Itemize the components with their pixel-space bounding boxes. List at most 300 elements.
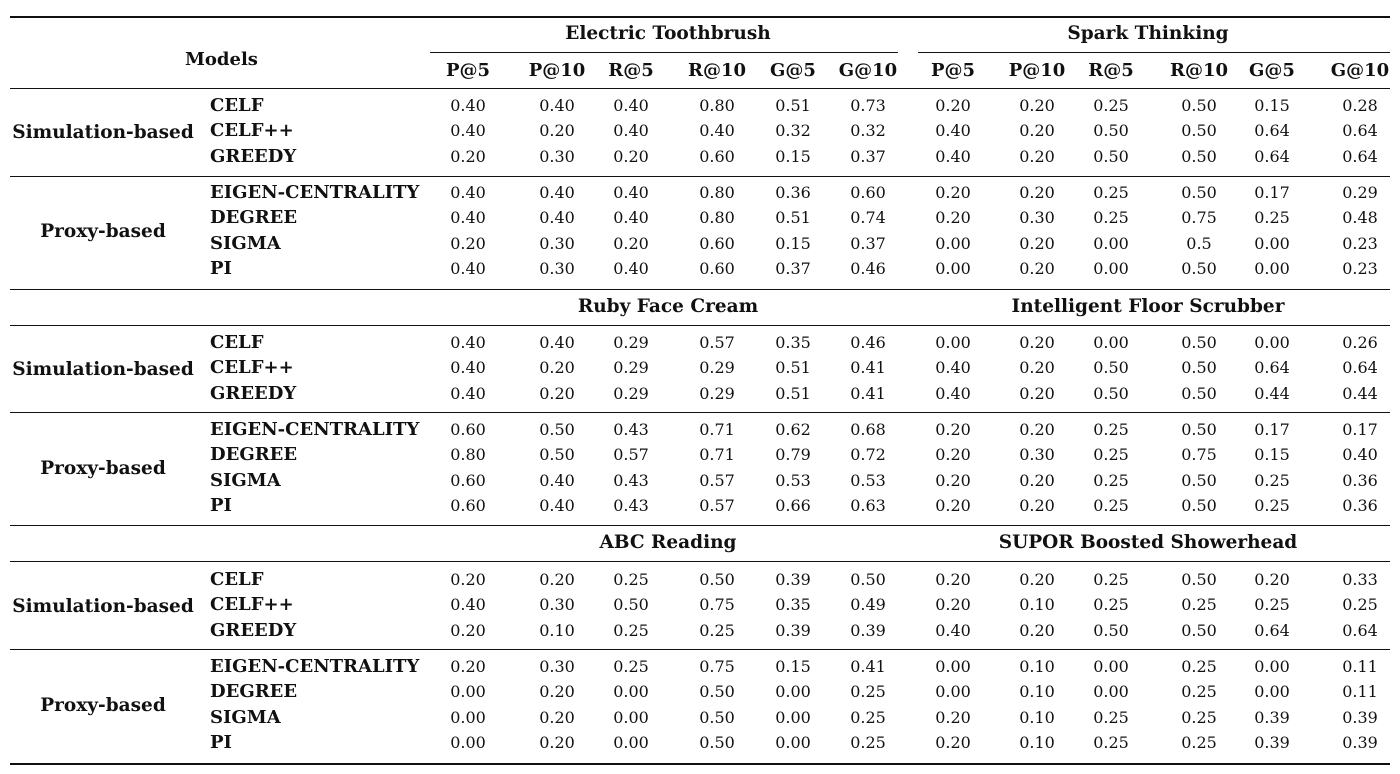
metric-value: 0.57 <box>699 495 735 515</box>
metric-value: 0.28 <box>1342 96 1378 115</box>
metric-value: 0.50 <box>1093 146 1129 166</box>
metric-value: 0.20 <box>1019 570 1055 589</box>
metric-value: 0.50 <box>1181 121 1217 141</box>
metric-value: 0.40 <box>450 333 486 352</box>
metric-value: 0.40 <box>613 258 649 278</box>
metric-value: 0.50 <box>1093 358 1129 378</box>
product-title: Spark Thinking <box>1067 23 1229 44</box>
metric-value: 0.20 <box>1019 96 1055 115</box>
metric-header: R@10 <box>1169 60 1229 81</box>
metric-value: 0.40 <box>450 595 486 615</box>
metric-value: 0.23 <box>1342 233 1378 253</box>
product-title: Ruby Face Cream <box>577 296 759 317</box>
metric-value: 0.50 <box>699 682 735 702</box>
metric-value: 0.25 <box>1093 208 1129 228</box>
metric-value: 0.00 <box>935 333 971 352</box>
metric-header: G@10 <box>838 60 898 81</box>
metric-value: 0.39 <box>1254 707 1290 727</box>
metric-value: 0.20 <box>450 620 486 640</box>
metric-value: 0.25 <box>1342 595 1378 615</box>
metric-value: 0.50 <box>539 420 575 439</box>
metric-value: 0.20 <box>935 208 971 228</box>
metric-value: 0.20 <box>450 146 486 166</box>
metric-value: 0.50 <box>699 707 735 727</box>
metric-value: 0.60 <box>699 258 735 278</box>
metric-value: 0.20 <box>935 420 971 439</box>
metric-value: 0.00 <box>775 732 811 752</box>
metric-value: 0.11 <box>1342 682 1378 702</box>
metric-value: 0.60 <box>450 495 486 515</box>
metric-value: 0.50 <box>1181 570 1217 589</box>
metric-value: 0.25 <box>1093 595 1129 615</box>
metric-value: 0.50 <box>1181 96 1217 115</box>
metric-value: 0.20 <box>1019 620 1055 640</box>
metric-value: 0.20 <box>1019 495 1055 515</box>
metric-value: 0.00 <box>613 707 649 727</box>
metric-value: 0.29 <box>613 333 649 352</box>
metric-value: 0.20 <box>539 707 575 727</box>
metric-value: 0.50 <box>1181 146 1217 166</box>
metric-value: 0.60 <box>699 146 735 166</box>
metric-value: 0.20 <box>450 657 486 676</box>
metric-value: 0.50 <box>850 570 886 589</box>
metric-value: 0.50 <box>699 570 735 589</box>
metric-value: 0.41 <box>850 657 886 676</box>
metric-header: G@5 <box>770 60 816 81</box>
metric-value: 0.00 <box>1254 258 1290 278</box>
metric-value: 0.50 <box>1181 333 1217 352</box>
metric-value: 0.10 <box>1019 682 1055 702</box>
metric-value: 0.64 <box>1342 146 1378 166</box>
metric-value: 0.20 <box>935 495 971 515</box>
metric-value: 0.40 <box>450 121 486 141</box>
model-name: GREEDY <box>210 619 297 641</box>
metric-value: 0.33 <box>1342 570 1378 589</box>
group-label: Proxy-based <box>40 694 166 716</box>
model-name: SIGMA <box>210 232 281 254</box>
group-label: Proxy-based <box>40 220 166 242</box>
metric-value: 0.00 <box>1093 333 1129 352</box>
metric-value: 0.20 <box>1254 570 1290 589</box>
model-name: EIGEN-CENTRALITY <box>210 182 420 203</box>
metric-header: R@5 <box>608 60 654 81</box>
metric-value: 0.25 <box>1093 183 1129 202</box>
metric-value: 0.20 <box>935 445 971 465</box>
model-name: SIGMA <box>210 469 281 491</box>
metric-value: 0.15 <box>1254 96 1290 115</box>
metric-value: 0.79 <box>775 445 811 465</box>
metric-value: 0.40 <box>935 146 971 166</box>
metric-value: 0.32 <box>850 121 886 141</box>
metric-value: 0.57 <box>613 445 649 465</box>
metric-value: 0.20 <box>539 570 575 589</box>
metric-value: 0.20 <box>1019 383 1055 403</box>
metric-value: 0.00 <box>775 707 811 727</box>
metric-value: 0.20 <box>1019 470 1055 490</box>
cmidrule-right <box>918 52 1390 53</box>
metric-value: 0.00 <box>935 258 971 278</box>
model-name: CELF++ <box>210 357 294 379</box>
model-name: PI <box>210 731 232 753</box>
metric-value: 0.20 <box>539 682 575 702</box>
metric-value: 0.25 <box>1254 470 1290 490</box>
metric-value: 0.39 <box>1254 732 1290 752</box>
metric-value: 0.43 <box>613 495 649 515</box>
metric-value: 0.46 <box>850 333 886 352</box>
metric-value: 0.51 <box>775 358 811 378</box>
metric-value: 0.40 <box>935 358 971 378</box>
metric-value: 0.50 <box>1181 258 1217 278</box>
metric-value: 0.57 <box>699 333 735 352</box>
metric-value: 0.29 <box>613 383 649 403</box>
metric-value: 0.00 <box>450 707 486 727</box>
metric-value: 0.80 <box>699 96 735 115</box>
metric-value: 0.40 <box>450 183 486 202</box>
metric-value: 0.00 <box>775 682 811 702</box>
metric-value: 0.17 <box>1342 420 1378 439</box>
metric-value: 0.25 <box>613 657 649 676</box>
metric-value: 0.43 <box>613 470 649 490</box>
model-name: GREEDY <box>210 145 297 167</box>
metric-value: 0.30 <box>539 233 575 253</box>
metric-value: 0.50 <box>1181 183 1217 202</box>
metric-value: 0.29 <box>699 358 735 378</box>
metric-value: 0.48 <box>1342 208 1378 228</box>
metric-value: 0.20 <box>450 233 486 253</box>
metric-value: 0.66 <box>775 495 811 515</box>
product-title: Intelligent Floor Scrubber <box>1011 296 1285 317</box>
metric-value: 0.25 <box>850 732 886 752</box>
metric-value: 0.60 <box>450 470 486 490</box>
metric-value: 0.50 <box>1181 358 1217 378</box>
block-subrule <box>10 561 1390 562</box>
group-rule <box>10 412 1390 413</box>
metric-value: 0.75 <box>1181 208 1217 228</box>
block-subrule <box>10 325 1390 326</box>
metric-header: P@10 <box>528 60 586 81</box>
metric-value: 0.40 <box>613 121 649 141</box>
metric-value: 0.00 <box>1254 233 1290 253</box>
metric-value: 0.25 <box>1254 495 1290 515</box>
model-name: CELF <box>210 569 264 590</box>
model-name: CELF <box>210 95 264 116</box>
metric-value: 0.39 <box>850 620 886 640</box>
metric-header: G@5 <box>1249 60 1295 81</box>
product-title: Electric Toothbrush <box>565 23 771 44</box>
metric-value: 0.25 <box>1093 96 1129 115</box>
metric-value: 0.68 <box>850 420 886 439</box>
metric-value: 0.20 <box>1019 333 1055 352</box>
metric-value: 0.40 <box>539 183 575 202</box>
group-label: Simulation-based <box>12 122 194 144</box>
metric-value: 0.57 <box>699 470 735 490</box>
metric-value: 0.11 <box>1342 657 1378 676</box>
metric-value: 0.50 <box>539 445 575 465</box>
model-name: CELF++ <box>210 120 294 142</box>
metric-value: 0.36 <box>1342 495 1378 515</box>
metric-value: 0.40 <box>699 121 735 141</box>
metric-value: 0.25 <box>1093 732 1129 752</box>
metric-value: 0.40 <box>450 208 486 228</box>
metric-value: 0.50 <box>1093 121 1129 141</box>
metric-value: 0.50 <box>1181 420 1217 439</box>
metric-value: 0.20 <box>1019 183 1055 202</box>
metric-value: 0.30 <box>539 146 575 166</box>
metric-value: 0.63 <box>850 495 886 515</box>
metric-value: 0.30 <box>539 657 575 676</box>
metric-value: 0.39 <box>1342 707 1378 727</box>
group-rule <box>10 289 1390 290</box>
model-name: GREEDY <box>210 382 297 404</box>
metric-value: 0.25 <box>1181 595 1217 615</box>
metric-value: 0.53 <box>775 470 811 490</box>
metric-value: 0.25 <box>1093 707 1129 727</box>
metric-value: 0.36 <box>1342 470 1378 490</box>
metric-value: 0.00 <box>613 732 649 752</box>
product-title: SUPOR Boosted Showerhead <box>998 532 1298 553</box>
metric-value: 0.73 <box>850 96 886 115</box>
metric-value: 0.50 <box>699 732 735 752</box>
metric-value: 0.25 <box>850 682 886 702</box>
group-label: Simulation-based <box>12 359 194 381</box>
metric-header: P@5 <box>445 60 491 81</box>
metric-value: 0.26 <box>1342 333 1378 352</box>
metric-value: 0.43 <box>613 420 649 439</box>
metric-value: 0.00 <box>450 682 486 702</box>
metric-value: 0.00 <box>935 682 971 702</box>
metric-value: 0.29 <box>699 383 735 403</box>
model-name: CELF++ <box>210 594 294 616</box>
metric-value: 0.40 <box>539 208 575 228</box>
metric-value: 0.29 <box>613 358 649 378</box>
header-rule <box>10 88 1390 89</box>
metric-value: 0.40 <box>613 183 649 202</box>
metric-value: 0.20 <box>1019 258 1055 278</box>
metric-value: 0.00 <box>1093 233 1129 253</box>
metric-value: 0.00 <box>450 732 486 752</box>
metric-value: 0.37 <box>850 233 886 253</box>
metric-value: 0.46 <box>850 258 886 278</box>
metric-header: P@5 <box>930 60 976 81</box>
metric-value: 0.25 <box>699 620 735 640</box>
model-name: EIGEN-CENTRALITY <box>210 656 420 677</box>
metric-value: 0.25 <box>1181 732 1217 752</box>
metric-value: 0.25 <box>1093 445 1129 465</box>
group-rule <box>10 525 1390 526</box>
metric-value: 0.00 <box>613 682 649 702</box>
metric-value: 0.80 <box>450 445 486 465</box>
metric-value: 0.20 <box>1019 358 1055 378</box>
metric-value: 0.15 <box>775 233 811 253</box>
metric-value: 0.40 <box>539 470 575 490</box>
metric-value: 0.51 <box>775 208 811 228</box>
metric-header: P@10 <box>1008 60 1066 81</box>
metric-value: 0.40 <box>539 333 575 352</box>
metric-value: 0.00 <box>935 233 971 253</box>
model-name: PI <box>210 257 232 279</box>
metric-value: 0.40 <box>450 383 486 403</box>
metric-value: 0.20 <box>613 233 649 253</box>
metric-value: 0.51 <box>775 383 811 403</box>
metric-value: 0.64 <box>1342 358 1378 378</box>
metric-value: 0.39 <box>775 570 811 589</box>
metric-value: 0.40 <box>935 620 971 640</box>
metric-value: 0.50 <box>1093 383 1129 403</box>
metric-value: 0.75 <box>1181 445 1217 465</box>
metric-header: R@10 <box>687 60 747 81</box>
metric-value: 0.64 <box>1342 620 1378 640</box>
metric-value: 0.25 <box>1093 495 1129 515</box>
metric-value: 0.15 <box>775 146 811 166</box>
metric-value: 0.80 <box>699 183 735 202</box>
product-title: ABC Reading <box>599 532 737 553</box>
model-name: CELF <box>210 332 264 353</box>
metric-value: 0.25 <box>1254 595 1290 615</box>
metric-value: 0.29 <box>1342 183 1378 202</box>
metric-value: 0.41 <box>850 358 886 378</box>
metric-value: 0.35 <box>775 333 811 352</box>
metric-value: 0.25 <box>1093 570 1129 589</box>
metric-value: 0.71 <box>699 445 735 465</box>
metric-value: 0.20 <box>935 183 971 202</box>
model-name: EIGEN-CENTRALITY <box>210 419 420 440</box>
metric-value: 0.00 <box>1254 657 1290 676</box>
metric-value: 0.50 <box>1181 495 1217 515</box>
metric-value: 0.10 <box>1019 595 1055 615</box>
metric-value: 0.40 <box>450 258 486 278</box>
cmidrule-left <box>430 52 898 53</box>
metric-value: 0.25 <box>1181 682 1217 702</box>
model-name: DEGREE <box>210 444 298 466</box>
metric-value: 0.51 <box>775 96 811 115</box>
metric-value: 0.00 <box>1093 258 1129 278</box>
model-name: DEGREE <box>210 207 298 229</box>
metric-value: 0.00 <box>1254 682 1290 702</box>
metric-value: 0.25 <box>1093 470 1129 490</box>
metric-value: 0.64 <box>1342 121 1378 141</box>
metric-value: 0.50 <box>1181 620 1217 640</box>
metric-value: 0.50 <box>613 595 649 615</box>
metric-value: 0.23 <box>1342 258 1378 278</box>
metric-value: 0.60 <box>450 420 486 439</box>
metric-value: 0.20 <box>935 570 971 589</box>
metric-value: 0.40 <box>450 358 486 378</box>
metric-value: 0.44 <box>1342 383 1378 403</box>
metric-value: 0.10 <box>539 620 575 640</box>
group-label: Simulation-based <box>12 596 194 618</box>
metric-header: R@5 <box>1088 60 1134 81</box>
metric-value: 0.10 <box>1019 732 1055 752</box>
metric-value: 0.40 <box>935 383 971 403</box>
metric-value: 0.32 <box>775 121 811 141</box>
metric-value: 0.41 <box>850 383 886 403</box>
metric-value: 0.64 <box>1254 620 1290 640</box>
bottom-rule <box>10 763 1390 765</box>
metric-value: 0.25 <box>1254 208 1290 228</box>
metric-value: 0.50 <box>1181 470 1217 490</box>
metric-value: 0.25 <box>1181 707 1217 727</box>
group-rule <box>10 649 1390 650</box>
metric-value: 0.25 <box>613 570 649 589</box>
metric-value: 0.17 <box>1254 420 1290 439</box>
metric-value: 0.20 <box>539 121 575 141</box>
metric-value: 0.20 <box>1019 420 1055 439</box>
metric-value: 0.60 <box>699 233 735 253</box>
metric-value: 0.50 <box>1093 620 1129 640</box>
metric-value: 0.40 <box>539 495 575 515</box>
metric-value: 0.15 <box>1254 445 1290 465</box>
metric-value: 0.64 <box>1254 121 1290 141</box>
metric-value: 0.20 <box>935 595 971 615</box>
metric-value: 0.53 <box>850 470 886 490</box>
metric-value: 0.49 <box>850 595 886 615</box>
top-rule <box>10 16 1390 18</box>
metric-value: 0.60 <box>850 183 886 202</box>
metric-value: 0.71 <box>699 420 735 439</box>
metric-value: 0.40 <box>613 96 649 115</box>
metric-value: 0.64 <box>1254 146 1290 166</box>
metric-value: 0.00 <box>1254 333 1290 352</box>
metric-value: 0.17 <box>1254 183 1290 202</box>
metric-value: 0.37 <box>775 258 811 278</box>
metric-value: 0.20 <box>935 732 971 752</box>
metric-value: 0.62 <box>775 420 811 439</box>
metric-value: 0.00 <box>1093 682 1129 702</box>
metric-value: 0.40 <box>539 96 575 115</box>
metric-value: 0.75 <box>699 595 735 615</box>
metric-value: 0.75 <box>699 657 735 676</box>
metric-value: 0.20 <box>935 96 971 115</box>
metric-value: 0.25 <box>1093 420 1129 439</box>
group-label: Proxy-based <box>40 457 166 479</box>
metric-value: 0.20 <box>1019 146 1055 166</box>
metric-value: 0.40 <box>450 96 486 115</box>
metric-value: 0.50 <box>1181 383 1217 403</box>
models-header: Models <box>185 49 258 70</box>
model-name: DEGREE <box>210 681 298 703</box>
metric-value: 0.20 <box>613 146 649 166</box>
metric-value: 0.20 <box>450 570 486 589</box>
metric-value: 0.30 <box>1019 445 1055 465</box>
metric-value: 0.25 <box>1181 657 1217 676</box>
metric-value: 0.37 <box>850 146 886 166</box>
metric-value: 0.30 <box>539 258 575 278</box>
group-rule <box>10 176 1390 177</box>
metric-value: 0.72 <box>850 445 886 465</box>
metric-value: 0.20 <box>935 707 971 727</box>
metric-value: 0.25 <box>850 707 886 727</box>
metric-value: 0.20 <box>539 732 575 752</box>
metric-value: 0.30 <box>539 595 575 615</box>
metric-value: 0.44 <box>1254 383 1290 403</box>
metric-value: 0.10 <box>1019 657 1055 676</box>
metric-value: 0.80 <box>699 208 735 228</box>
metric-value: 0.20 <box>1019 233 1055 253</box>
metric-value: 0.40 <box>613 208 649 228</box>
metric-value: 0.00 <box>1093 657 1129 676</box>
metric-value: 0.00 <box>935 657 971 676</box>
metric-value: 0.5 <box>1186 233 1212 253</box>
metric-value: 0.39 <box>1342 732 1378 752</box>
metric-value: 0.40 <box>1342 445 1378 465</box>
metric-value: 0.10 <box>1019 707 1055 727</box>
model-name: PI <box>210 494 232 516</box>
metric-value: 0.40 <box>935 121 971 141</box>
metric-value: 0.36 <box>775 183 811 202</box>
model-name: SIGMA <box>210 706 281 728</box>
metric-value: 0.30 <box>1019 208 1055 228</box>
metric-value: 0.25 <box>613 620 649 640</box>
